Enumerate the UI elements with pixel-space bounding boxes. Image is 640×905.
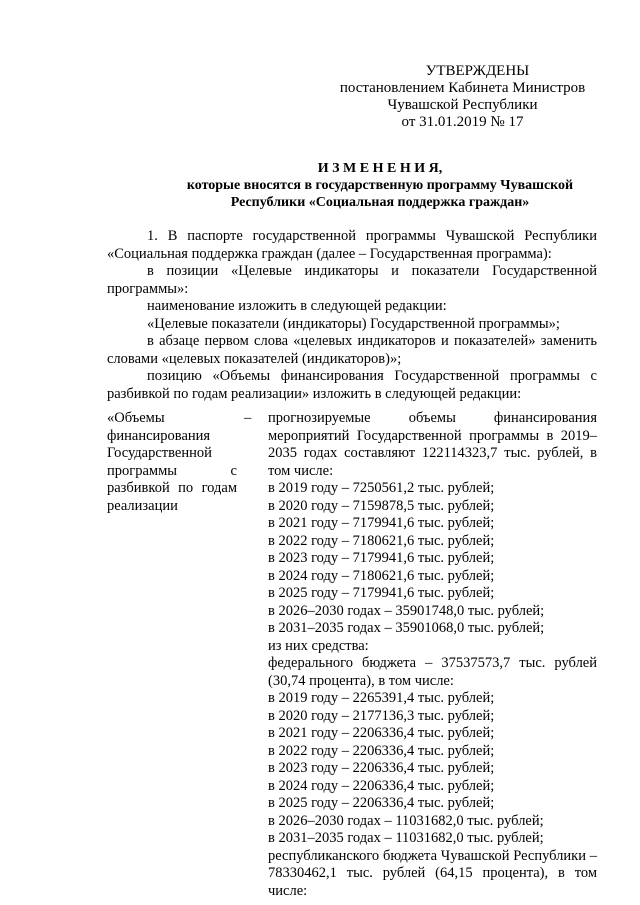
- year-line: в 2025 году – 7179941,6 тыс. рублей;: [268, 585, 495, 601]
- year-line: в 2023 году – 2206336,4 тыс. рублей;: [268, 760, 495, 776]
- year-line: в 2026–2030 годах – 11031682,0 тыс. рублей;: [268, 812, 544, 829]
- document-title: [150, 160, 610, 211]
- year-line: в 2019 году – 2265391,4 тыс. рублей;: [268, 690, 495, 706]
- paragraph: наименование изложить в следующей редакции:: [147, 298, 447, 314]
- year-line: в 2020 году – 7159878,5 тыс. рублей;: [268, 497, 495, 514]
- year-line: в 2025 году – 2206336,4 тыс. рублей;: [268, 795, 495, 811]
- paragraph: 1. В паспорте государственной программы Чувашской Республики «Социальная поддержка граждан (далее – Государственная программа):: [107, 228, 597, 262]
- year-line: в 2024 году – 2206336,4 тыс. рублей;: [268, 777, 495, 794]
- financing-intro: прогнозируемые объемы финансирования мероприятий Государственной программы в 2019–2035 годах составляют 122114323,7 тыс. рублей, в том числе:: [268, 410, 597, 479]
- year-line: в 2031–2035 годах – 11031682,0 тыс. рублей;: [268, 830, 544, 846]
- approved-republic: Чувашской Республики: [387, 97, 538, 113]
- year-line: в 2020 году – 2177136,3 тыс. рублей;: [268, 707, 495, 724]
- approved-by: постановлением Кабинета Министров: [339, 80, 586, 96]
- year-line: в 2026–2030 годах – 35901748,0 тыс. рублей;: [268, 602, 545, 619]
- paragraph: «Целевые показатели (индикаторы) Государственной программы»;: [147, 315, 560, 332]
- paragraph: в позиции «Целевые индикаторы и показатели Государственной программы»:: [107, 263, 597, 297]
- year-line: в 2023 году – 7179941,6 тыс. рублей;: [268, 550, 495, 566]
- year-line: в 2021 году – 7179941,6 тыс. рублей;: [268, 515, 495, 531]
- year-line: в 2019 году – 7250561,2 тыс. рублей;: [268, 480, 495, 496]
- table-dash: –: [244, 410, 252, 426]
- title-main: И З М Е Н Е Н И Я,: [317, 161, 443, 176]
- approved-label: УТВЕРЖДЕНЫ: [425, 63, 530, 79]
- year-line: в 2021 году – 2206336,4 тыс. рублей;: [268, 725, 495, 741]
- title-sub: которые вносятся в государственную программу Чувашской Республики «Социальная поддержка граждан»: [186, 178, 574, 210]
- paragraph: позицию «Объемы финансирования Государственной программы с разбивкой по годам реализации» изложить в следующей редакции:: [107, 368, 597, 402]
- approval-stamp: [330, 63, 595, 131]
- federal-budget: федерального бюджета – 37537573,7 тыс. рублей (30,74 процента), в том числе:: [268, 655, 597, 689]
- paragraph: в абзаце первом слова «целевых индикаторов и показателей» заменить словами «целевых показателей (индикаторов)»;: [107, 333, 597, 367]
- document-body: [107, 228, 597, 403]
- republic-budget: республиканского бюджета Чувашской Республики – 78330462,1 тыс. рублей (64,15 процента), в том числе:: [268, 847, 597, 899]
- year-line: в 2022 году – 7180621,6 тыс. рублей;: [268, 532, 495, 549]
- year-line: в 2022 году – 2206336,4 тыс. рублей;: [268, 742, 495, 759]
- of-them-label: из них средства:: [268, 637, 369, 654]
- table-left-cell: «Объемы финансирования Государственной программы с разбивкой по годам реализации: [107, 410, 237, 514]
- approved-date: от 31.01.2019 № 17: [401, 114, 524, 130]
- year-line: в 2024 году – 7180621,6 тыс. рублей;: [268, 567, 495, 584]
- year-line: в 2031–2035 годах – 35901068,0 тыс. рублей;: [268, 620, 545, 636]
- table-right-cell: [268, 410, 597, 900]
